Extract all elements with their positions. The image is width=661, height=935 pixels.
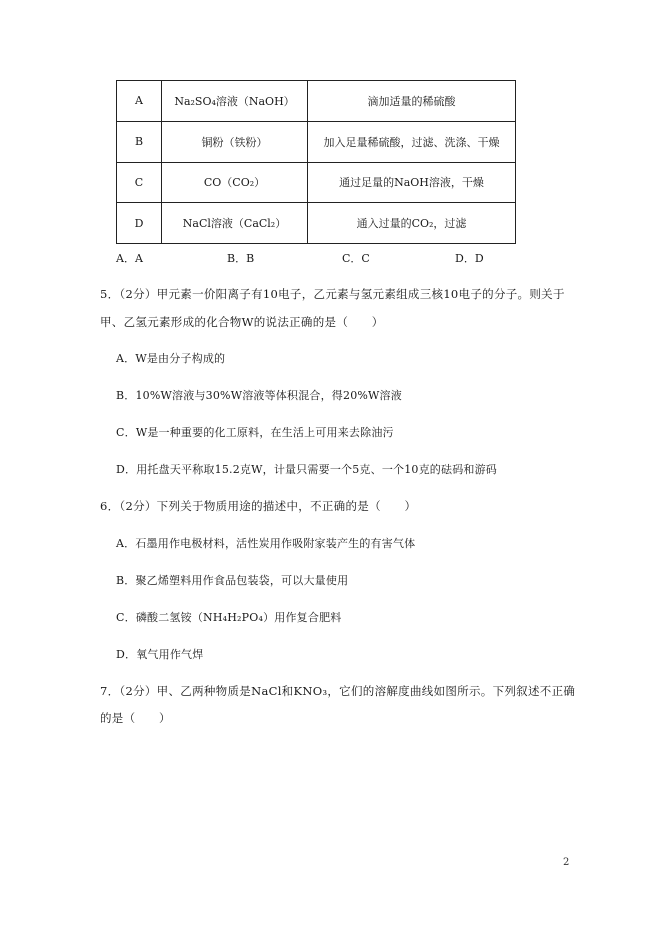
row-method: 通过足量的NaOH溶液，干燥 xyxy=(308,162,516,203)
q5-option-b: B．10%W溶液与30%W溶液等体积混合，得20%W溶液 xyxy=(116,389,402,402)
q6-stem: 6．（2分）下列关于物质用途的描述中，不正确的是（ ） xyxy=(100,499,417,513)
row-label: A xyxy=(117,81,162,122)
row-substance: Na₂SO₄溶液（NaOH） xyxy=(162,81,308,122)
table-row xyxy=(117,162,516,203)
q5-option-d: D．用托盘天平称取15.2克W，计量只需要一个5克、一个10克的砝码和游码 xyxy=(116,463,498,476)
q6-option-c: C．磷酸二氢铵（NH₄H₂PO₄）用作复合肥料 xyxy=(116,611,342,624)
row-substance: NaCl溶液（CaCl₂） xyxy=(162,203,308,244)
row-method: 滴加适量的稀硫酸 xyxy=(308,81,516,122)
table-row xyxy=(117,121,516,162)
q5-option-a: A．W是由分子构成的 xyxy=(116,352,226,365)
q5-option-c: C．W是一种重要的化工原料，在生活上可用来去除油污 xyxy=(116,426,394,439)
row-method: 通入过量的CO₂，过滤 xyxy=(308,203,516,244)
choice-b: B．B xyxy=(227,252,255,265)
choice-a: A．A xyxy=(116,252,143,265)
q7-stem-line2: 的是（ ） xyxy=(100,711,171,725)
choice-d: D．D xyxy=(455,252,484,265)
q5-stem-line1: 5．（2分）甲元素一价阳离子有10电子，乙元素与氢元素组成三核10电子的分子。则关于 xyxy=(100,287,565,301)
row-label: B xyxy=(117,121,162,162)
row-label: D xyxy=(117,203,162,244)
q6-option-a: A．石墨用作电极材料，活性炭用作吸附家装产生的有害气体 xyxy=(116,537,416,550)
row-method: 加入足量稀硫酸，过滤、洗涤、干燥 xyxy=(308,121,516,162)
table-row xyxy=(117,81,516,122)
row-substance: 铜粉（铁粉） xyxy=(162,121,308,162)
row-label: C xyxy=(117,162,162,203)
options-table xyxy=(116,80,516,244)
table-row xyxy=(117,203,516,244)
page-number: 2 xyxy=(563,857,570,868)
q6-option-d: D．氧气用作气焊 xyxy=(116,648,204,661)
q6-option-b: B．聚乙烯塑料用作食品包装袋，可以大量使用 xyxy=(116,574,349,587)
q7-stem-line1: 7．（2分）甲、乙两种物质是NaCl和KNO₃，它们的溶解度曲线如图所示。下列叙述不正确 xyxy=(100,684,576,698)
q4-choices xyxy=(116,250,516,264)
choice-c: C．C xyxy=(342,252,370,265)
q5-stem-line2: 甲、乙氢元素形成的化合物W的说法正确的是（ ） xyxy=(100,315,384,329)
row-substance: CO（CO₂） xyxy=(162,162,308,203)
